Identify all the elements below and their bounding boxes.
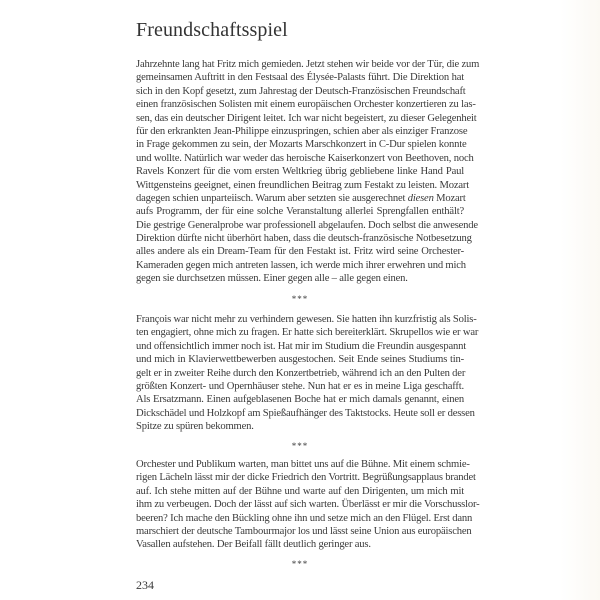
text-line: [136, 192, 464, 205]
text-line: Ravels Konzert für die vom ersten Weltkrieg übrig gebliebene linke Hand Paul: [136, 166, 464, 178]
text-span: Mozart: [433, 192, 466, 204]
text-line: größten Konzert- und Opernhäuser stehe. Nun hat er es in meine Liga geschafft.: [136, 380, 464, 392]
text-line: sich in den Kopf gesetzt, zum Jahrestag der Deutsch-Französischen Freundschaft: [136, 85, 466, 97]
text-line: gemeinsamen Auftritt in den Festsaal des Élysée-Palasts führt. Die Direktion hat: [136, 72, 464, 84]
text-line: ihm zu verbeugen. Doch der lässt auf sich warten. Überlässt er mir die Vorschusslor-: [136, 499, 480, 511]
text-line: beeren? Ich mache den Bückling ohne ihn und setze mich an den Flügel. Erst dann: [136, 512, 473, 524]
text-line: gegen sie durchsetzen müssen. Einer gegen alle – alle gegen einen.: [136, 273, 408, 285]
text-line: rigen Lächeln lässt mir der dicke Friedrich den Vortritt. Begrüßungsapplaus brandet: [136, 472, 476, 484]
text-line: Wittgensteins geeignet, einen freundlichen Beitrag zum Festakt zu leisten. Mozart: [136, 179, 470, 191]
text-line: einen französischen Solisten mit einem europäischen Orchester konzertieren zu las-: [136, 99, 476, 111]
text-line: und wollte. Natürlich war weder das heroische Kaiserkonzert von Beethoven, noch: [136, 152, 474, 164]
text-line: Als Ersatzmann. Einen aufgeblasenen Boche hat er mich damals genannt, einen: [136, 394, 464, 406]
text-line: und mich in Klavierwettbewerben ausgestochen. Seit Ende seines Studiums tin-: [136, 354, 464, 366]
page-edge-shading: [560, 0, 600, 600]
paragraph-1: [136, 58, 480, 286]
text-line: sen, das ein deutscher Dirigent leitet. Ich war nicht begeistert, zu dieser Gelegenheit: [136, 112, 477, 124]
section-separator: ***: [291, 559, 309, 569]
text-line: Orchester und Publikum warten, man bittet uns auf die Bühne. Mit einem schmie-: [136, 459, 470, 470]
text-line: Vasallen aufstehen. Der Beifall fällt deutlich geringer aus.: [136, 539, 371, 551]
section-separator: ***: [291, 441, 309, 451]
text-line: Kameraden gegen mich antreten lassen, ich werde mich ihrer erwehren und mich: [136, 259, 466, 271]
text-line: Direktion dürfte nicht überhört haben, dass die deutsch-französische Notbesetzung: [136, 233, 472, 245]
section-separator: ***: [291, 294, 309, 304]
text-line: Jahrzehnte lang hat Fritz mich gemieden. Jetzt stehen wir beide vor der Tür, die zum: [136, 59, 480, 70]
text-line: auf. Ich stehe mitten auf der Bühne und warte auf den Dirigenten, um mich mit: [136, 485, 464, 497]
text-line: und offensichtlich immer noch ist. Hat mir im Studium die Freundin ausgespannt: [136, 340, 467, 352]
chapter-title: Freundschaftsspiel: [136, 19, 288, 41]
text-span: dagegen schien unparteiisch. Warum aber setzten sie ausgerechnet: [136, 192, 408, 204]
paragraph-2: [136, 313, 479, 434]
text-line: ten engagiert, ohne mich zu fragen. Er hatte sich bereiterklärt. Skrupellos wie er war: [136, 327, 479, 339]
page-number: 234: [136, 578, 154, 592]
text-line: gelt er in zweiter Reihe durch den Konzertbetrieb, während ich an den Pulten der: [136, 367, 466, 379]
text-line: aufs Programm, der für eine solche Veranstaltung allerlei Sprengfallen enthält?: [136, 206, 464, 218]
text-line: für den erkrankten Jean-Philippe einzuspringen, schien aber als einziger Franzose: [136, 125, 468, 137]
text-line: marschiert der deutsche Tambourmajor los und lässt seine Union aus europäischen: [136, 525, 472, 537]
text-line: Spitze zu spüren bekommen.: [136, 421, 254, 433]
paragraph-3: [136, 458, 480, 552]
text-line: in Frage gekommen zu sein, der Mozarts Marschkonzert in C-Dur spielen konnte: [136, 139, 467, 151]
text-line: alles andere als ein Dream-Team für den Festakt ist. Fritz wird seine Orchester-: [136, 246, 464, 258]
text-line: Dickschädel und Holzkopf am Spießaufhänger des Taktstocks. Heute soll er dessen: [136, 407, 475, 419]
emphasized-word: diesen: [407, 192, 434, 204]
text-line: Die gestrige Generalprobe war professionell abgelaufen. Doch selbst die anwesende: [136, 219, 478, 231]
text-line: François war nicht mehr zu verhindern gewesen. Sie hatten ihn kurzfristig als Solis-: [136, 314, 477, 325]
